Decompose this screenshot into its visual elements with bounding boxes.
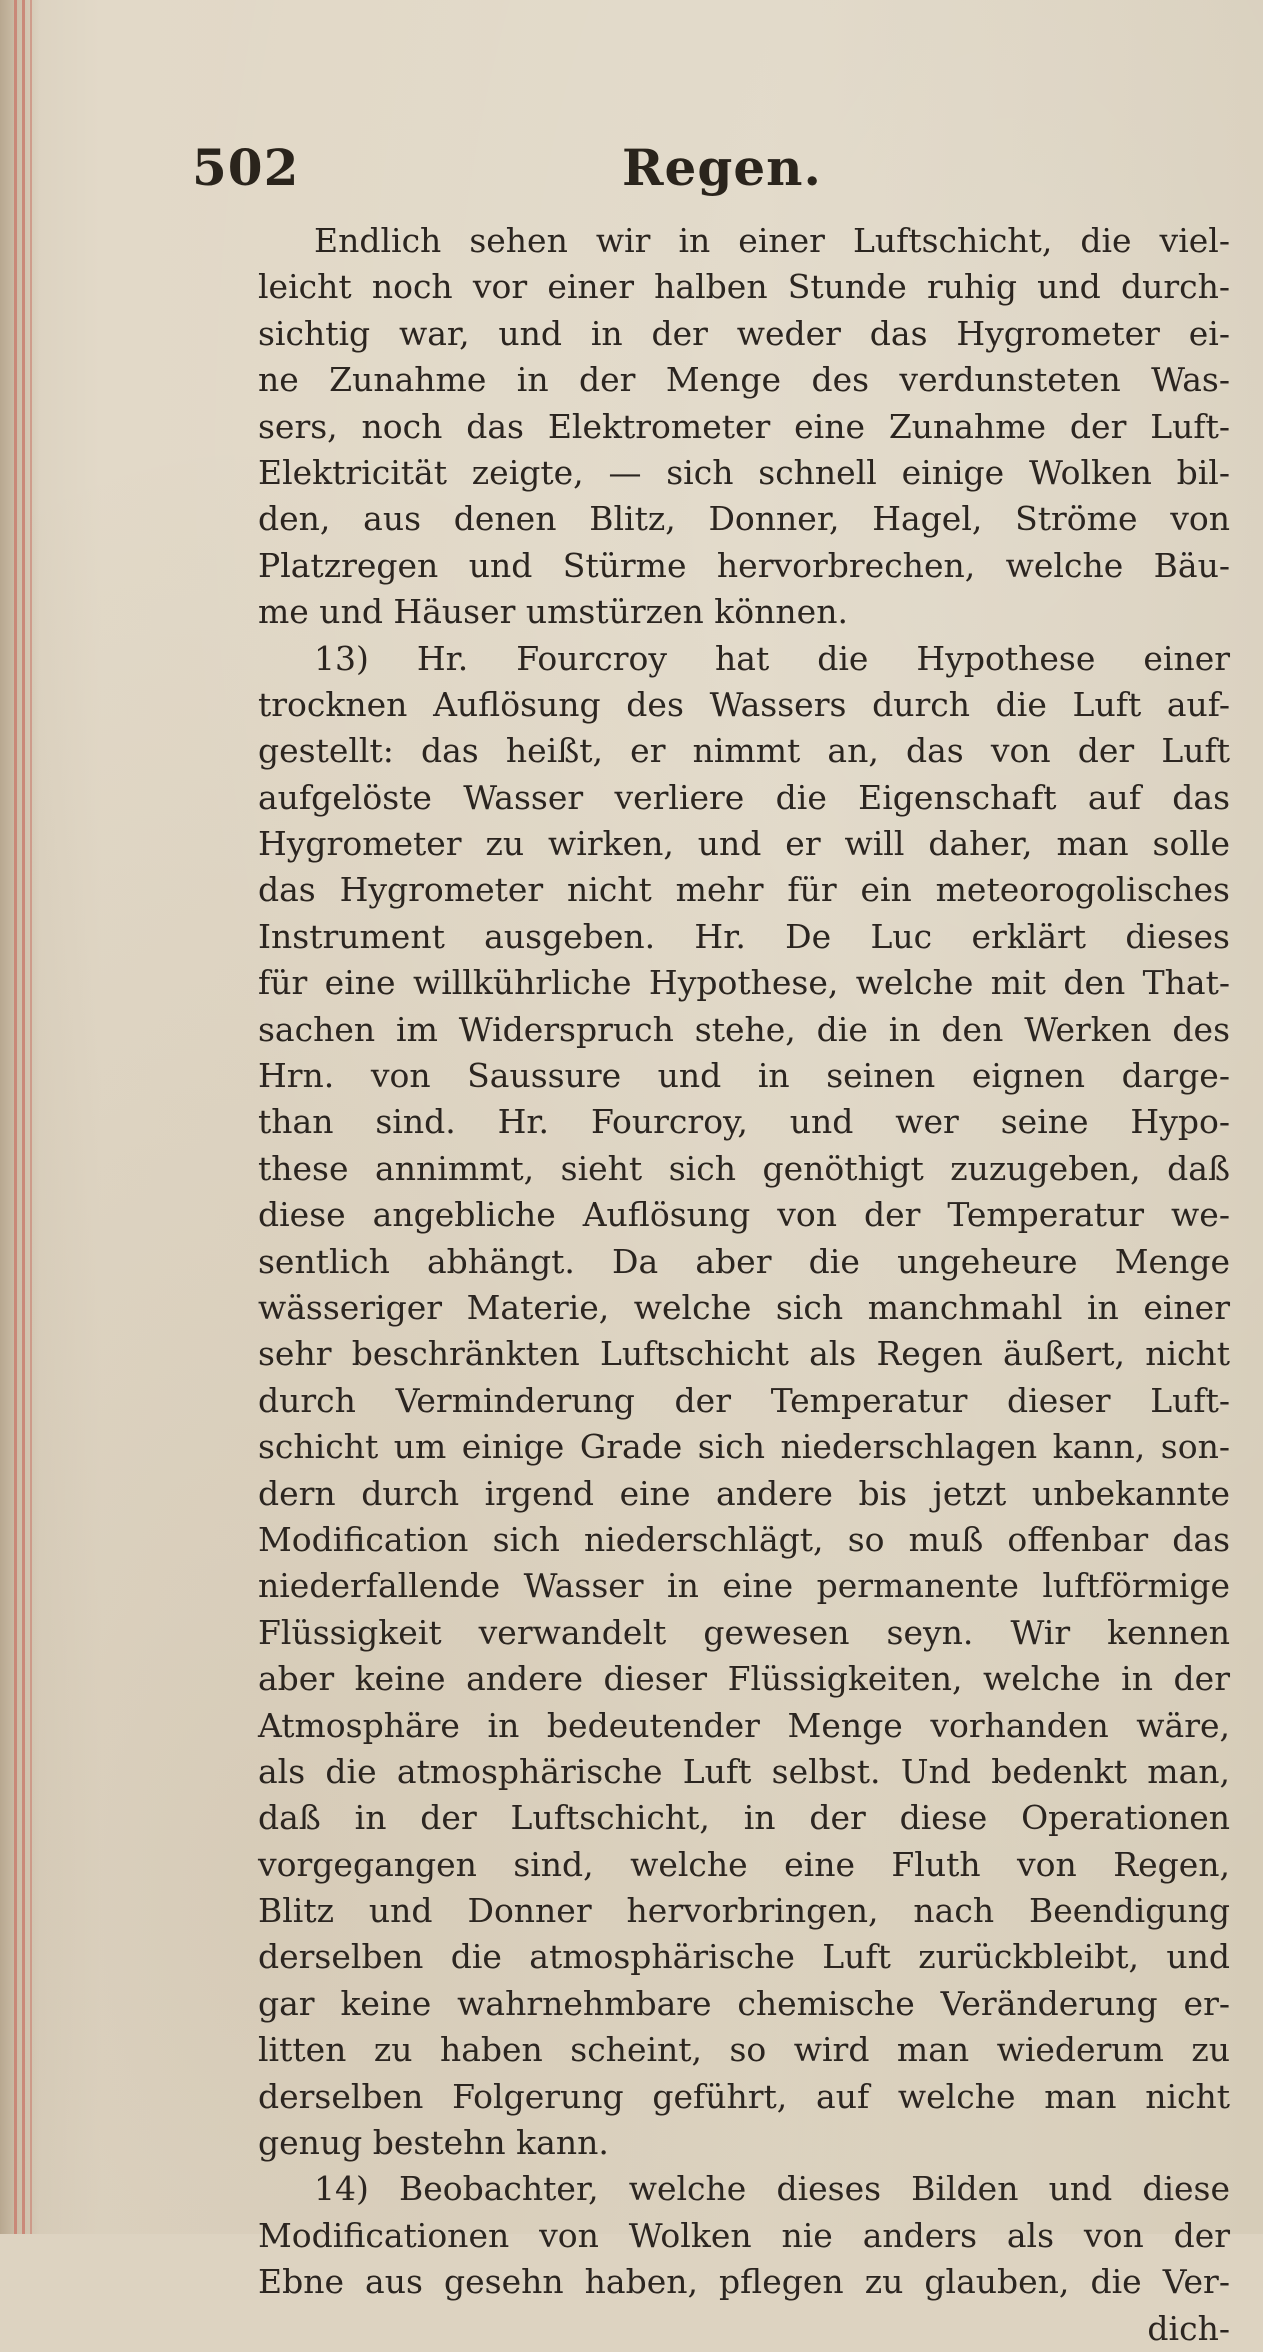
red-margin-rule [22, 0, 25, 2234]
text-line: den, aus denen Blitz, Donner, Hagel, Ströme von [258, 499, 1230, 539]
text-line: than sind. Hr. Fourcroy, und wer seine Hypo- [258, 1102, 1230, 1142]
text-line: Instrument ausgeben. Hr. De Luc erklärt dieses [258, 916, 1230, 956]
catchword: dich- [1147, 2308, 1230, 2348]
text-line: Ebne aus gesehn haben, pflegen zu glauben, die Ver- [258, 2262, 1230, 2302]
page-header [192, 138, 1232, 208]
text-line: Flüssigkeit verwandelt gewesen seyn. Wir kennen [258, 1612, 1230, 1652]
text-line: sers, noch das Elektrometer eine Zunahme der Luft- [258, 406, 1230, 446]
text-line: durch Verminderung der Temperatur dieser Luft- [258, 1380, 1230, 1420]
text-line: Hrn. von Saussure und in seinen eignen darge- [258, 1056, 1230, 1096]
text-line: trocknen Auflösung des Wassers durch die Luft auf- [258, 684, 1230, 724]
text-line: Elektricität zeigte, — sich schnell einige Wolken bil- [258, 452, 1230, 492]
text-line: gestellt: das heißt, er nimmt an, das von der Luft [258, 731, 1230, 771]
running-title: Regen. [622, 138, 822, 197]
body-text [258, 218, 1230, 2352]
text-line: sichtig war, und in der weder das Hygrometer ei- [258, 313, 1230, 353]
text-line: Platzregen und Stürme hervorbrechen, welche Bäu- [258, 545, 1230, 585]
text-line: ne Zunahme in der Menge des verdunsteten Was- [258, 360, 1230, 400]
page-number: 502 [192, 138, 300, 197]
text-line: wässeriger Materie, welche sich manchmahl in einer [258, 1287, 1230, 1327]
text-line: sentlich abhängt. Da aber die ungeheure Menge [258, 1241, 1230, 1281]
text-line: Atmosphäre in bedeutender Menge vorhanden wäre, [258, 1705, 1230, 1745]
text-line: aber keine andere dieser Flüssigkeiten, welche in der [258, 1659, 1230, 1699]
text-line: dern durch irgend eine andere bis jetzt unbekannte [258, 1473, 1230, 1513]
text-line: genug bestehn kann. [258, 2123, 609, 2163]
text-line: Endlich sehen wir in einer Luftschicht, die viel- [314, 221, 1230, 260]
text-line: daß in der Luftschicht, in der diese Operationen [258, 1798, 1230, 1838]
text-line: these annimmt, sieht sich genöthigt zuzugeben, daß [258, 1148, 1230, 1188]
text-line: für eine willkührliche Hypothese, welche mit den That- [258, 963, 1230, 1003]
page-gutter-shadow [0, 0, 40, 2234]
text-line: diese angebliche Auflösung von der Temperatur we- [258, 1195, 1230, 1235]
text-line: 14) Beobachter, welche dieses Bilden und diese [314, 2169, 1230, 2209]
text-line: Hygrometer zu wirken, und er will daher, man solle [258, 824, 1230, 864]
red-margin-rule [30, 0, 32, 2234]
text-line: me und Häuser umstürzen können. [258, 592, 848, 632]
text-line: das Hygrometer nicht mehr für ein meteorogolisches [258, 870, 1230, 910]
text-line: als die atmosphärische Luft selbst. Und bedenkt man, [258, 1751, 1230, 1791]
text-line: vorgegangen sind, welche eine Fluth von Regen, [258, 1844, 1230, 1884]
text-line: schicht um einige Grade sich niederschlagen kann, son- [258, 1427, 1230, 1467]
text-line: Blitz und Donner hervorbringen, nach Beendigung [258, 1891, 1230, 1931]
text-line: 13) Hr. Fourcroy hat die Hypothese einer [314, 638, 1230, 678]
text-line: litten zu haben scheint, so wird man wiederum zu [258, 2030, 1230, 2070]
text-line: leicht noch vor einer halben Stunde ruhig und durch- [258, 267, 1230, 307]
text-line: Modificationen von Wolken nie anders als von der [258, 2215, 1230, 2255]
text-line: sehr beschränkten Luftschicht als Regen äußert, nicht [258, 1334, 1230, 1374]
text-line: aufgelöste Wasser verliere die Eigenschaft auf das [258, 777, 1230, 817]
red-margin-rule [14, 0, 17, 2234]
text-line: derselben Folgerung geführt, auf welche man nicht [258, 2076, 1230, 2116]
text-line: Modification sich niederschlägt, so muß offenbar das [258, 1519, 1230, 1559]
text-line: niederfallende Wasser in eine permanente luftförmige [258, 1566, 1230, 1606]
text-line: gar keine wahrnehmbare chemische Veränderung er- [258, 1983, 1230, 2023]
text-line: sachen im Widerspruch stehe, die in den Werken des [258, 1009, 1230, 1049]
text-line: derselben die atmosphärische Luft zurückbleibt, und [258, 1937, 1230, 1977]
